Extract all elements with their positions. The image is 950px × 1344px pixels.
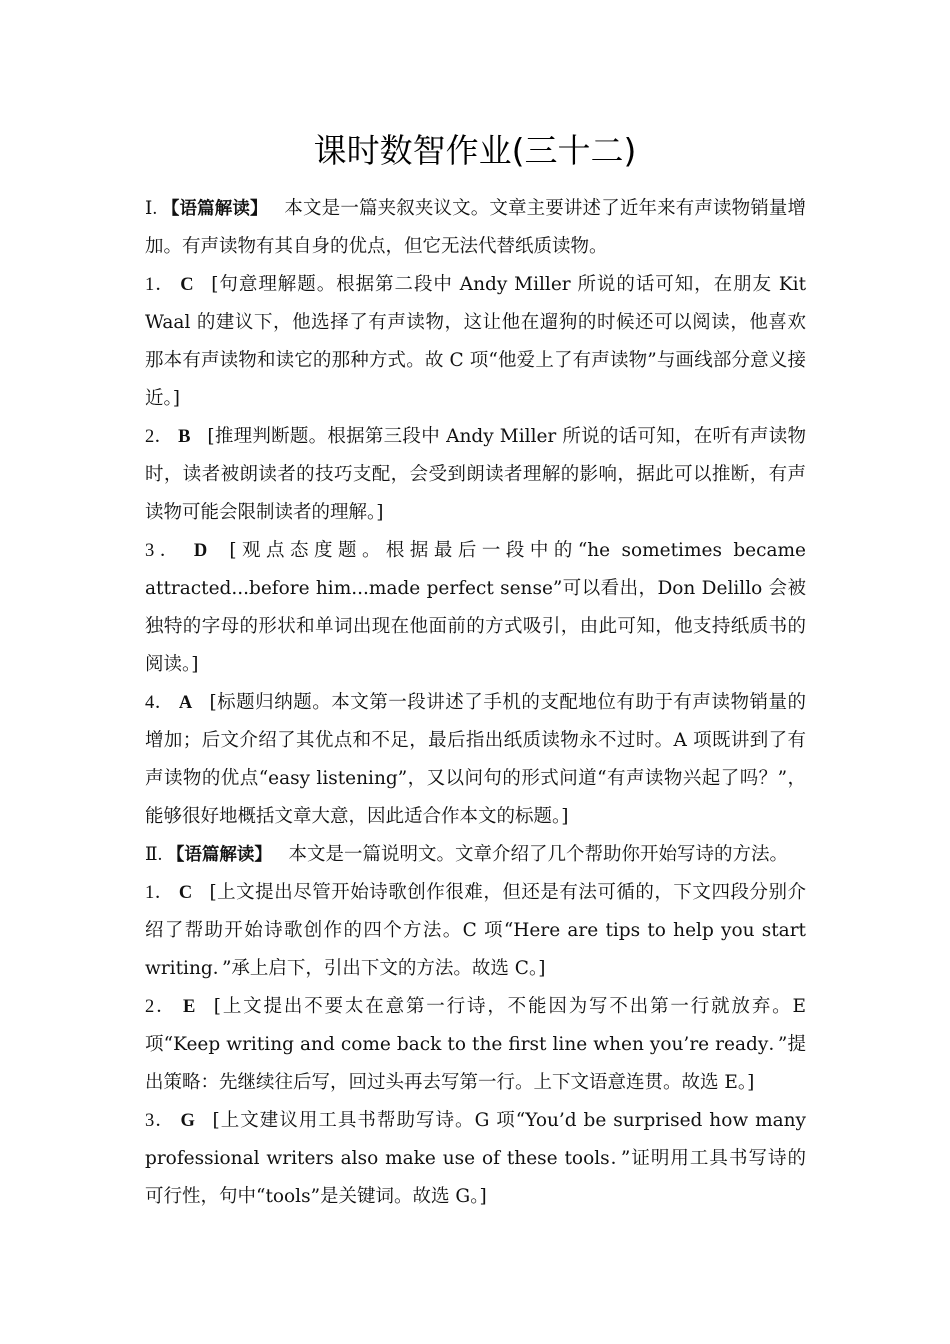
item-number: 4．	[145, 693, 174, 713]
item-explanation: [观点态度题。根据最后一段中的“he sometimes became attracted...before him...made perfect sense”可以看出，Don Delillo 会被独特的字母的形状和单词出现在他面前的方式吸引，由此可知，他支持纸质书的阅读。]	[145, 540, 806, 675]
item-explanation: [推理判断题。根据第三段中 Andy Miller 所说的话可知，在听有声读物时，读者被朗读者的技巧支配，会受到朗读者理解的影响，据此可以推断，有声读物可能会限制读者的理解。]	[145, 426, 806, 523]
section-1-numeral: Ⅰ.	[145, 199, 158, 219]
item-explanation: [上文提出尽管开始诗歌创作很难，但还是有法可循的，下文四段分别介绍了帮助开始诗歌创作的四个方法。C 项“Here are tips to help you start writing．”承上启下，引出下文的方法。故选 C。]	[145, 882, 806, 979]
section-1-summary: 本文是一篇夹叙夹议文。文章主要讲述了近年来有声读物销量增加。有声读物有其自身的优点，但它无法代替纸质读物。	[145, 198, 807, 257]
item-number: 1．	[145, 275, 175, 295]
item-answer: D	[193, 541, 208, 561]
page-title: 课时数智作业(三十二)	[313, 131, 637, 170]
section-1-item-3	[145, 532, 806, 684]
section-2-item-1	[145, 874, 806, 988]
item-explanation: [标题归纳题。本文第一段讲述了手机的支配地位有助于有声读物销量的增加；后文介绍了其优点和不足，最后指出纸质读物永不过时。A 项既讲到了有声读物的优点“easy listening”，又以问句的形式问道“有声读物兴起了吗？”，能够很好地概括文章大意，因此适合作本文的标题。]	[145, 692, 806, 827]
item-number: 3．	[145, 1111, 175, 1131]
section-1-heading: 【语篇解读】	[161, 199, 268, 219]
item-answer: C	[178, 883, 193, 903]
item-answer: B	[178, 427, 191, 447]
item-answer: E	[182, 997, 196, 1017]
item-number: 2．	[145, 997, 177, 1017]
item-answer: A	[178, 693, 193, 713]
item-number: 2．	[145, 427, 174, 447]
section-1-item-1	[145, 266, 806, 418]
section-2-intro	[145, 836, 806, 874]
section-2-item-3	[145, 1102, 806, 1216]
answer-content	[145, 190, 806, 1216]
item-number: 3．	[145, 541, 184, 561]
section-2-numeral: Ⅱ.	[145, 845, 163, 865]
section-1-item-4	[145, 684, 806, 836]
item-answer: C	[180, 275, 194, 295]
item-number: 1．	[145, 883, 174, 903]
section-1-intro	[145, 190, 806, 266]
section-2-heading: 【语篇解读】	[166, 845, 272, 865]
section-2-item-2	[145, 988, 806, 1102]
section-2-summary: 本文是一篇说明文。文章介绍了几个帮助你开始写诗的方法。	[288, 844, 788, 865]
item-explanation: [上文提出不要太在意第一行诗，不能因为写不出第一行就放弃。E 项“Keep writing and come back to the first line when you’re ready．”提出策略：先继续往后写，回过头再去写第一行。上下文语意连贯。故选 E。]	[145, 996, 807, 1093]
item-explanation: [句意理解题。根据第二段中 Andy Miller 所说的话可知，在朋友 Kit Waal 的建议下，他选择了有声读物，这让他在遛狗的时候还可以阅读，他喜欢那本有声读物和读它的那种方式。故 C 项“他爱上了有声读物”与画线部分意义接近。]	[145, 274, 807, 409]
item-answer: G	[180, 1111, 195, 1131]
item-explanation: [上文建议用工具书帮助写诗。G 项“You’d be surprised how many professional writers also make use of these tools．”证明用工具书写诗的可行性，句中“tools”是关键词。故选 G。]	[145, 1110, 807, 1207]
section-1-item-2	[145, 418, 806, 532]
